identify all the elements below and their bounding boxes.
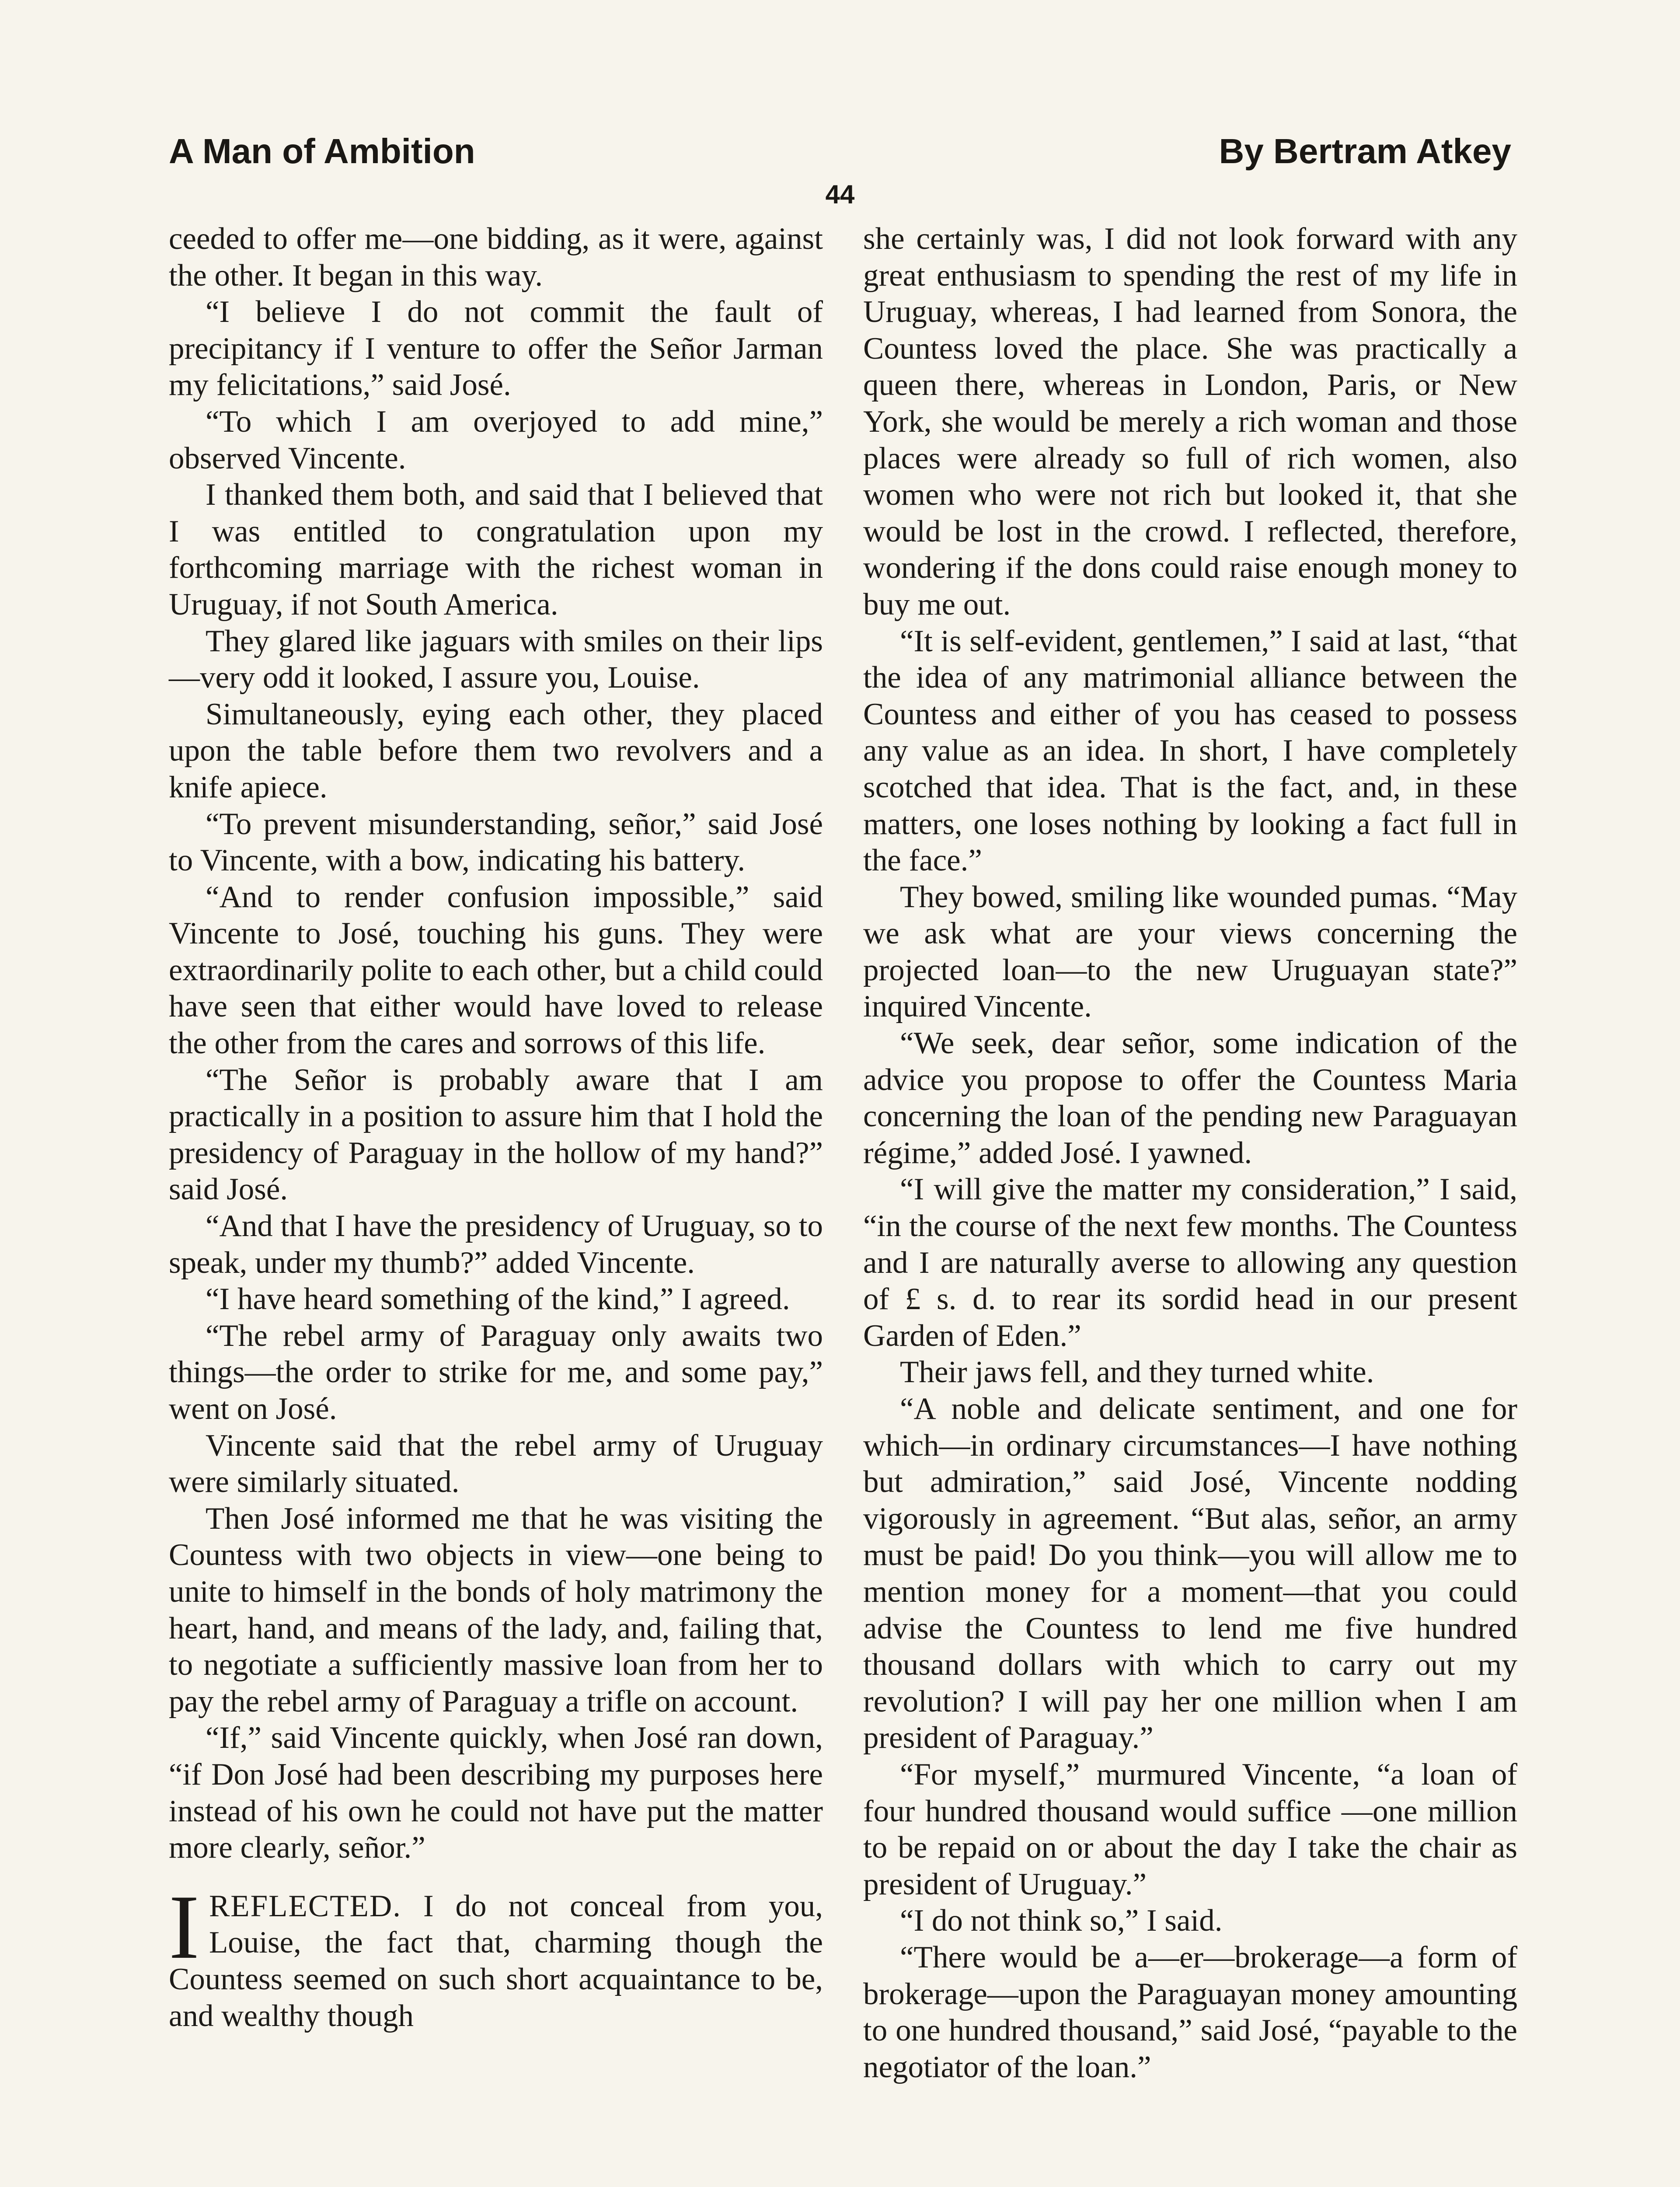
paragraph: “A noble and delicate sentiment, and one for which—in ordinary circumstances—I have nothing but admiration,” said José, Vincente nodding vigorously in agreement. “But alas, señor, an army must be paid! Do you think—you will allow me to mention money for a moment—that you could advise the Countess to lend me five hundred thousand dollars with which to carry out my revolution? I will pay her one million when I am president of Paraguay.” bbox=[863, 1392, 1517, 1755]
paragraph: ceeded to offer me—one bidding, as it were, against the other. It began in this way. bbox=[169, 222, 823, 293]
paragraph: “We seek, dear señor, some indication of the advice you propose to offer the Countess Maria concerning the loan of the pending new Paraguayan régime,” added José. I yawned. bbox=[863, 1026, 1517, 1170]
left-column bbox=[169, 221, 823, 2034]
right-column bbox=[863, 221, 1517, 2086]
paragraph: Then José informed me that he was visiting the Countess with two objects in view—one being to unite to himself in the bonds of holy matrimony the heart, hand, and means of the lady, and, failing that, to negotiate a sufficiently massive loan from her to pay the rebel army of Paraguay a trifle on account. bbox=[169, 1501, 823, 1719]
paragraph: “The rebel army of Paraguay only awaits two things—the order to strike for me, and some pay,” went on José. bbox=[169, 1318, 823, 1426]
paragraph: “I will give the matter my consideration,” I said, “in the course of the next few months. The Countess and I are naturally averse to allowing any question of £ s. d. to rear its sordid head in our present Garden of Eden.” bbox=[863, 1172, 1517, 1353]
paragraph-text: I do not conceal from you, Louise, the fact that, charming though the Countess seemed on such short acquaintance to be, and wealthy though bbox=[169, 1889, 823, 2033]
paragraph: I thanked them both, and said that I believed that I was entitled to congratulation upon my forthcoming marriage with the richest woman in Uruguay, if not South America. bbox=[169, 478, 823, 622]
paragraph: Simultaneously, eying each other, they placed upon the table before them two revolvers and a knife apiece. bbox=[169, 697, 823, 804]
paragraph: “It is self-evident, gentlemen,” I said at last, “that the idea of any matrimonial alliance between the Countess and either of you has ceased to possess any value as an idea. In short, I have completely scotched that idea. That is the fact, and, in these matters, one loses nothing by looking a fact full in the face.” bbox=[863, 624, 1517, 878]
paragraph: “I believe I do not commit the fault of precipitancy if I venture to offer the Señor Jarman my felicitations,” said José. bbox=[169, 295, 823, 402]
paragraph: “I do not think so,” I said. bbox=[900, 1904, 1223, 1938]
story-author: By Bertram Atkey bbox=[1219, 132, 1511, 171]
page-number: 44 bbox=[825, 180, 855, 209]
paragraph: “To which I am overjoyed to add mine,” observed Vincente. bbox=[169, 404, 823, 475]
paragraph: They glared like jaguars with smiles on their lips—very odd it looked, I assure you, Louise. bbox=[169, 624, 823, 695]
paragraph: They bowed, smiling like wounded pumas. “May we ask what are your views concerning the projected loan—to the new Uruguayan state?” inquired Vincente. bbox=[863, 880, 1517, 1024]
paragraph: “There would be a—er—brokerage—a form of brokerage—upon the Paraguayan money amounting to one hundred thousand,” said José, “payable to the negotiator of the loan.” bbox=[863, 1940, 1517, 2084]
small-caps-lead: REFLECTED. bbox=[209, 1889, 402, 1923]
paragraph: Vincente said that the rebel army of Uruguay were similarly situated. bbox=[169, 1428, 823, 1499]
paragraph: she certainly was, I did not look forward with any great enthusiasm to spending the rest of my life in Uruguay, whereas, I had learned from Sonora, the Countess loved the place. She was practically a queen there, whereas in London, Paris, or New York, she would be merely a rich woman and those places were already so full of rich women, also women who were not rich but looked it, that she would be lost in the crowd. I reflected, therefore, wondering if the dons could raise enough money to buy me out. bbox=[863, 222, 1517, 622]
story-title: A Man of Ambition bbox=[169, 132, 475, 171]
page-header bbox=[169, 131, 1511, 171]
section-opening-paragraph bbox=[169, 1876, 823, 2034]
paragraph: “For myself,” murmured Vincente, “a loan of four hundred thousand would suffice —one million to be repaid on or about the day I take the chair as president of Uruguay.” bbox=[863, 1757, 1517, 1901]
paragraph: “To prevent misunderstanding, señor,” said José to Vincente, with a bow, indicating his battery. bbox=[169, 807, 823, 878]
paragraph: “And that I have the presidency of Uruguay, so to speak, under my thumb?” added Vincente. bbox=[169, 1209, 823, 1280]
paragraph: Their jaws fell, and they turned white. bbox=[900, 1355, 1374, 1390]
paragraph: “And to render confusion impossible,” said Vincente to José, touching his guns. They were extraordinarily polite to each other, but a child could have seen that either would have loved to release the other from the cares and sorrows of this life. bbox=[169, 880, 823, 1061]
paragraph: “If,” said Vincente quickly, when José ran down, “if Don José had been describing my purposes here instead of his own he could not have put the matter more clearly, señor.” bbox=[169, 1721, 823, 1865]
paragraph: “The Señor is probably aware that I am practically in a position to assure him that I hold the presidency of Paraguay in the hollow of my hand?” said José. bbox=[169, 1062, 823, 1207]
paragraph: “I have heard something of the kind,” I agreed. bbox=[206, 1282, 790, 1317]
drop-cap: I bbox=[169, 1876, 199, 1978]
